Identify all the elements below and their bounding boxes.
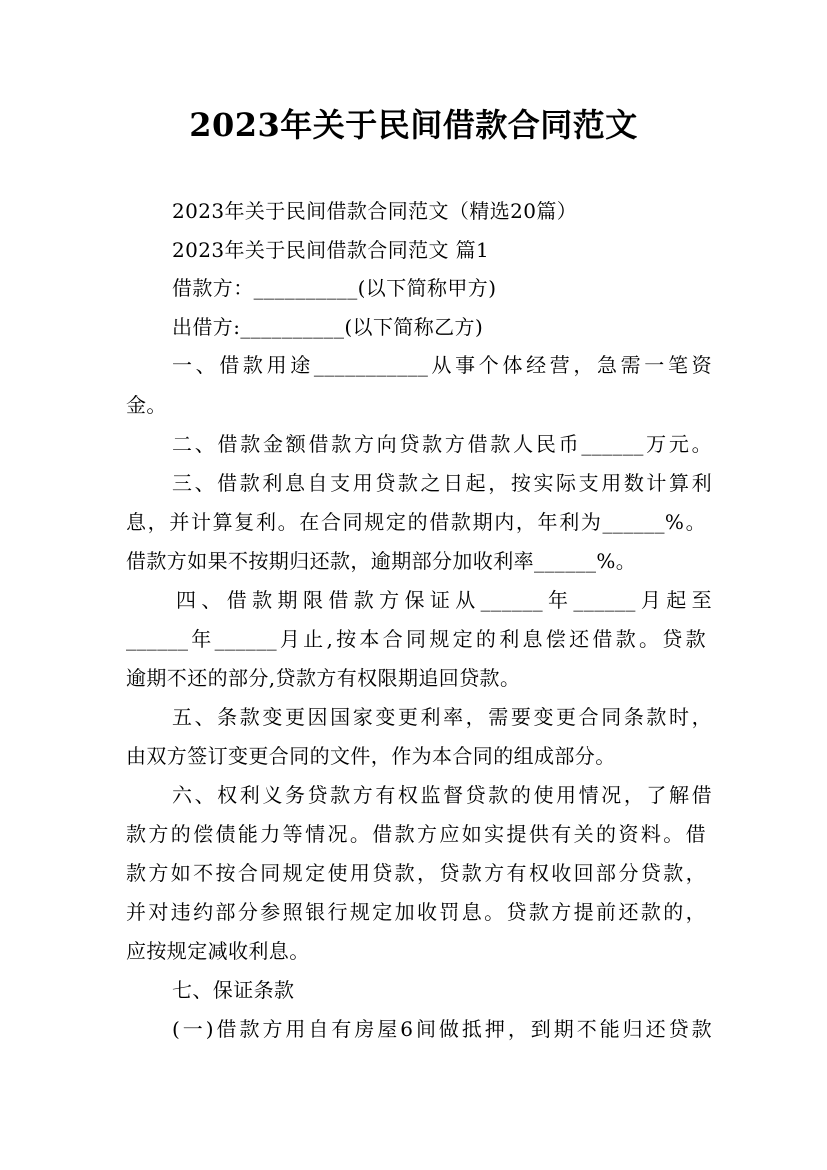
paragraph-line: 并对违约部分参照银行规定加收罚息。贷款方提前还款的， — [126, 900, 706, 924]
lender-line: 出借方:__________(以下简称乙方) — [172, 315, 484, 339]
document-subtitle: 2023年关于民间借款合同范文（精选20篇） — [172, 199, 578, 223]
borrower-line: 借款方：__________(以下简称甲方) — [172, 276, 497, 300]
paragraph-line: 逾期不还的部分,贷款方有权限期追回贷款。 — [126, 666, 521, 690]
paragraph-line: 由双方签订变更合同的文件，作为本合同的组成部分。 — [126, 744, 616, 768]
paragraph-line: ______年______月止,按本合同规定的利息偿还借款。贷款 — [126, 627, 706, 651]
paragraph-line: 款方如不按合同规定使用贷款，贷款方有权收回部分贷款， — [126, 861, 706, 885]
paragraph-line: 三、借款利息自支用贷款之日起，按实际支用数计算利 — [172, 471, 712, 495]
paragraph-line: 金。 — [126, 393, 167, 417]
paragraph-line: 二、借款金额借款方向贷款方借款人民币______万元。 — [172, 432, 712, 456]
paragraph-line: 款方的偿债能力等情况。借款方应如实提供有关的资料。借 — [126, 822, 706, 846]
paragraph-line: 借款方如果不按期归还款，逾期部分加收利率______%。 — [126, 549, 637, 573]
paragraph-line: 息，并计算复利。在合同规定的借款期内，年利为______%。 — [126, 510, 706, 534]
section-heading: 七、保证条款 — [172, 978, 295, 1002]
paragraph-line: 六、权利义务贷款方有权监督贷款的使用情况，了解借 — [172, 783, 712, 807]
paragraph-line: 一、借款用途___________从事个体经营，急需一笔资 — [172, 353, 712, 377]
paragraph-line: 五、条款变更因国家变更利率，需要变更合同条款时， — [172, 705, 712, 729]
document-title: 2023年关于民间借款合同范文 — [189, 106, 638, 144]
paragraph-line: 应按规定减收利息。 — [126, 939, 310, 963]
paragraph-line: 四、借款期限借款方保证从______年______月起至 — [176, 588, 712, 612]
section-heading: 2023年关于民间借款合同范文 篇1 — [172, 238, 490, 262]
paragraph-line: (一)借款方用自有房屋6间做抵押，到期不能归还贷款 — [172, 1017, 712, 1041]
